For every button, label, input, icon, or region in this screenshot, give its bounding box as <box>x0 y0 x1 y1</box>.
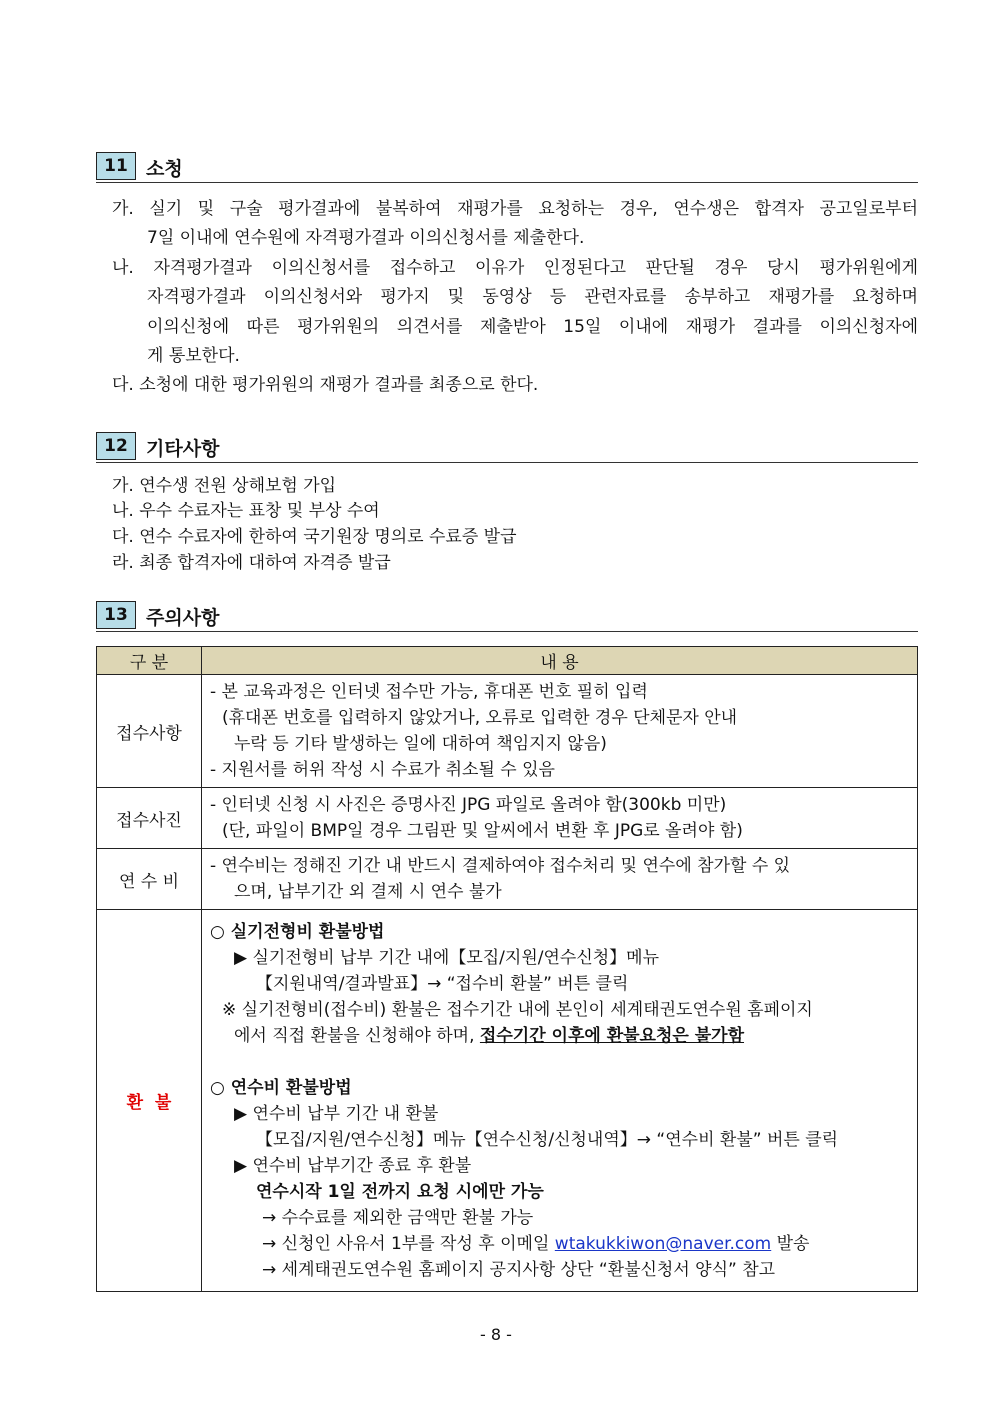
content-line <box>210 1231 909 1257</box>
email-link[interactable]: wtakukkiwon@naver.com <box>554 1233 772 1254</box>
table-row-registration <box>97 675 918 788</box>
content-line: - 지원서를 허위 작성 시 수료가 취소될 수 있음 <box>210 760 555 780</box>
sec11-line-4: 자격평가결과 이의신청서와 평가지 및 동영상 등 관련자료를 송부하고 재평가를 요청하며 <box>147 287 918 307</box>
content-line: - 인터넷 신청 시 사진은 증명사진 JPG 파일로 올려야 함(300kb 미만) <box>210 795 727 815</box>
header-content: 내 용 <box>202 647 918 675</box>
section-number: 11 <box>96 152 136 180</box>
sec12-item-1: 가. 연수생 전원 상해보험 가입 <box>112 476 337 496</box>
page-number: - 8 - <box>480 1325 512 1344</box>
section-13-header <box>96 601 918 632</box>
refund-fee-title: ○ 연수비 환불방법 <box>210 1077 352 1098</box>
sec12-item-4: 라. 최종 합격자에 대하여 자격증 발급 <box>112 553 391 573</box>
content-line: ▶ 연수비 납부 기간 내 환불 <box>234 1103 439 1124</box>
section-11-header <box>96 152 918 183</box>
content-line: ▶ 연수비 납부기간 종료 후 환불 <box>234 1155 472 1176</box>
note-text: 에서 직접 환불을 신청해야 하며, <box>234 1025 480 1046</box>
spacer <box>210 1049 909 1075</box>
content-line: ※ 실기전형비(접수비) 환불은 접수기간 내에 본인이 세계태권도연수원 홈페이지 <box>222 999 813 1020</box>
header-category: 구 분 <box>97 647 202 675</box>
content-line: → 수수료를 제외한 금액만 환불 가능 <box>262 1207 534 1228</box>
content-line: → 세계태권도연수원 홈페이지 공지사항 상단 “환불신청서 양식” 참고 <box>262 1259 776 1280</box>
section-title: 기타사항 <box>146 438 220 460</box>
content-line: 【모집/지원/연수신청】메뉴【연수신청/신청내역】→ “연수비 환불” 버튼 클릭 <box>256 1129 839 1150</box>
section-title: 소청 <box>146 158 183 180</box>
sec11-line-2: 7일 이내에 연수원에 자격평가결과 이의신청서를 제출한다. <box>147 228 585 248</box>
sec11-line-6: 게 통보한다. <box>147 346 240 366</box>
content-line: ▶ 실기전형비 납부 기간 내에【모집/지원/연수신청】메뉴 <box>234 947 660 968</box>
row-content <box>202 675 918 788</box>
content-line: 연수시작 1일 전까지 요청 시에만 가능 <box>256 1181 544 1202</box>
content-line: 으며, 납부기간 외 결제 시 연수 불가 <box>234 882 502 902</box>
row-category: 연 수 비 <box>97 849 202 910</box>
content-line: 누락 등 기타 발생하는 일에 대하여 책임지지 않음) <box>234 734 607 754</box>
sec12-item-3: 다. 연수 수료자에 한하여 국기원장 명의로 수료증 발급 <box>112 527 517 547</box>
notice-table <box>96 646 918 1292</box>
content-text: 발송 <box>771 1233 810 1254</box>
sec11-line-5: 이의신청에 따른 평가위원의 의견서를 제출받아 15일 이내에 재평가 결과를 이의신청자에 <box>147 317 918 337</box>
content-line <box>210 1023 909 1049</box>
section-number: 13 <box>96 601 136 629</box>
content-line: - 본 교육과정은 인터넷 접수만 가능, 휴대폰 번호 필히 입력 <box>210 682 648 702</box>
note-emphasis: 접수기간 이후에 환불요청은 불가함 <box>479 1025 745 1046</box>
table-row-photo <box>97 788 918 849</box>
sec11-line-3: 나. 자격평가결과 이의신청서를 접수하고 이유가 인정된다고 판단될 경우 당시 평가위원에게 <box>112 258 918 278</box>
sec11-line-7: 다. 소청에 대한 평가위원의 재평가 결과를 최종으로 한다. <box>112 375 539 395</box>
table-header-row <box>97 647 918 675</box>
table-row-refund <box>97 910 918 1292</box>
section-title: 주의사항 <box>146 607 220 629</box>
content-line: 【지원내역/결과발표】→ “접수비 환불” 버튼 클릭 <box>256 973 629 994</box>
row-category: 접수사진 <box>97 788 202 849</box>
section-number: 12 <box>96 432 136 460</box>
sec11-line-1: 가. 실기 및 구술 평가결과에 불복하여 재평가를 요청하는 경우, 연수생은 합격자 공고일로부터 <box>112 199 918 219</box>
section-12-header <box>96 432 918 463</box>
row-content <box>202 910 918 1292</box>
sec12-item-2: 나. 우수 수료자는 표창 및 부상 수여 <box>112 501 380 521</box>
row-content <box>202 788 918 849</box>
row-category: 접수사항 <box>97 675 202 788</box>
table-row-fee <box>97 849 918 910</box>
row-category: 환 불 <box>97 910 202 1292</box>
refund-practical-title: ○ 실기전형비 환불방법 <box>210 921 385 942</box>
content-line: (휴대폰 번호를 입력하지 않았거나, 오류로 입력한 경우 단체문자 안내 <box>222 708 738 728</box>
content-line: (단, 파일이 BMP일 경우 그림판 및 알씨에서 변환 후 JPG로 올려야 함) <box>222 821 743 841</box>
content-text: → 신청인 사유서 1부를 작성 후 이메일 <box>262 1233 555 1254</box>
row-content <box>202 849 918 910</box>
content-line: - 연수비는 정해진 기간 내 반드시 결제하여야 접수처리 및 연수에 참가할 수 있 <box>210 856 791 876</box>
